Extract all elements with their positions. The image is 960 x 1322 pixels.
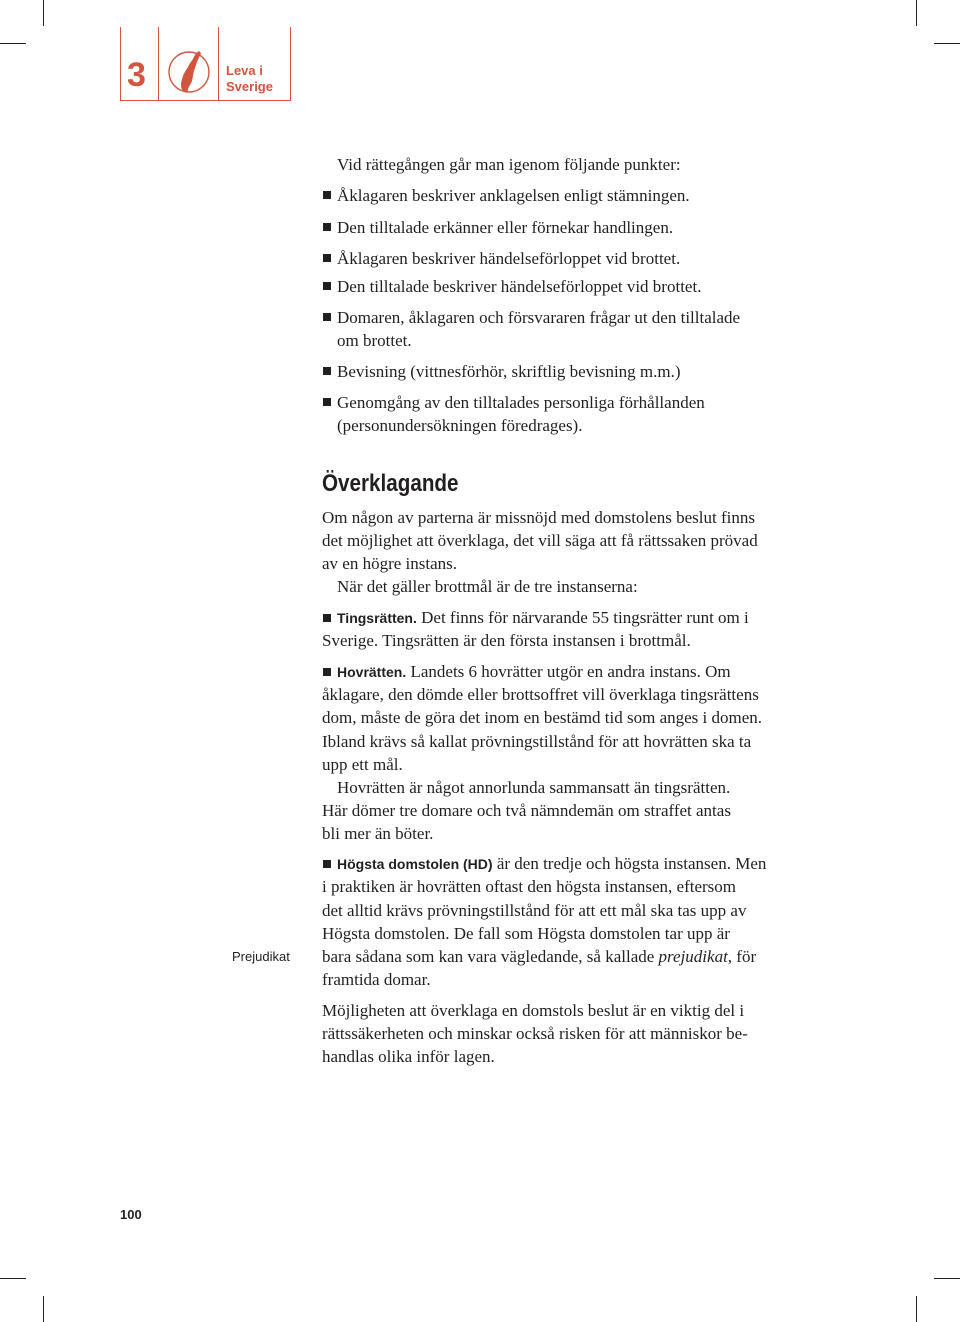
page-number: 100 (120, 1207, 142, 1222)
list-item: Den tilltalade beskriver händelseförloppet vid brottet. (337, 277, 702, 296)
paragraph-line: framtida domar. (322, 970, 431, 989)
term-text: Landets 6 hovrätter utgör en andra instans. Om (406, 662, 731, 681)
text-run: , för (727, 947, 757, 966)
term: Tingsrätten. (337, 610, 417, 626)
list-item: Genomgång av den tilltalades personliga förhållanden (337, 393, 705, 412)
crop-mark (43, 1296, 44, 1322)
term-text: Det finns för närvarande 55 tingsrätter runt om i (416, 608, 749, 627)
paragraph-line: Hovrätten är något annorlunda sammansatt än tingsrätten. (337, 778, 731, 797)
paragraph-line: åklagare, den dömde eller brottsoffret vill överklaga tingsrättens (322, 685, 759, 704)
bullet-icon (323, 860, 331, 868)
paragraph-line: dom, måste de göra det inom en bestämd tid som anges i domen. (322, 708, 763, 727)
paragraph-line: det möjlighet att överklaga, det vill säga att få rättssaken prövad (322, 531, 758, 550)
list-item-continued: (personundersökningen föredrages). (337, 416, 583, 435)
instance-tingsratten (337, 606, 749, 630)
bullet-icon (323, 367, 331, 375)
bullet-icon (323, 614, 331, 622)
crop-mark (934, 1278, 960, 1279)
paragraph-line: Om någon av parterna är missnöjd med domstolens beslut finns (322, 508, 755, 527)
paragraph-line: Här dömer tre domare och två nämndemän om straffet antas (322, 801, 731, 820)
term: Hovrätten. (337, 664, 407, 680)
paragraph-line: Ibland krävs så kallat prövningstillstånd för att hovrätten ska ta (322, 732, 752, 751)
list-item-continued: om brottet. (337, 331, 412, 350)
crop-mark (934, 43, 960, 44)
list-item: Den tilltalade erkänner eller förnekar handlingen. (337, 218, 674, 237)
list-item: Bevisning (vittnesförhör, skriftlig bevisning m.m.) (337, 362, 681, 381)
divider (158, 27, 159, 101)
crop-mark (0, 43, 26, 44)
bullet-icon (323, 191, 331, 199)
chapter-title-line: Sverige (226, 79, 273, 94)
paragraph-line (322, 945, 756, 968)
list-item: Åklagaren beskriver händelseförloppet vid brottet. (337, 249, 681, 268)
paragraph-line: det alltid krävs prövningstillstånd för att ett mål ska tas upp av (322, 901, 747, 920)
instance-hogsta-domstolen (337, 852, 766, 876)
paragraph-line: rättssäkerheten och minskar också risken för att människor be- (322, 1024, 748, 1043)
crop-mark (0, 1278, 26, 1279)
margin-note: Prejudikat (232, 949, 290, 964)
section-heading: Överklagande (322, 470, 459, 497)
list-item: Domaren, åklagaren och försvararen frågar ut den tilltalade (337, 308, 741, 327)
paragraph-line: av en högre instans. (322, 554, 458, 573)
bullet-icon (323, 398, 331, 406)
paragraph-line: Möjligheten att överklaga en domstols beslut är en viktig del i (322, 1001, 745, 1020)
chapter-title (226, 63, 288, 95)
instance-hovratten (337, 660, 731, 684)
text-run: bara sådana som kan vara vägledande, så kallade (322, 947, 659, 966)
bullet-icon (323, 282, 331, 290)
crop-mark (916, 1296, 917, 1322)
crop-mark (916, 0, 917, 26)
sweden-map-icon (166, 47, 212, 97)
paragraph-line: handlas olika inför lagen. (322, 1047, 495, 1066)
bullet-icon (323, 254, 331, 262)
paragraph-line: När det gäller brottmål är de tre instanserna: (337, 577, 638, 596)
term-text: är den tredje och högsta instansen. Men (492, 854, 767, 873)
bullet-icon (323, 668, 331, 676)
paragraph-line: Högsta domstolen. De fall som Högsta domstolen tar upp är (322, 924, 730, 943)
list-item: Åklagaren beskriver anklagelsen enligt stämningen. (337, 186, 690, 205)
divider (218, 27, 219, 101)
bullet-icon (323, 223, 331, 231)
paragraph-line: Sverige. Tingsrätten är den första instansen i brottmål. (322, 631, 691, 650)
crop-mark (43, 0, 44, 26)
paragraph-line: upp ett mål. (322, 755, 403, 774)
bullet-icon (323, 313, 331, 321)
term: Högsta domstolen (HD) (337, 856, 493, 872)
intro-text: Vid rättegången går man igenom följande punkter: (337, 155, 681, 174)
paragraph-line: i praktiken är hovrätten oftast den högsta instansen, eftersom (322, 877, 737, 896)
chapter-number: 3 (127, 56, 146, 94)
italic-term: prejudikat (658, 947, 728, 966)
chapter-title-line: Leva i (226, 63, 263, 78)
paragraph-line: bli mer än böter. (322, 824, 434, 843)
